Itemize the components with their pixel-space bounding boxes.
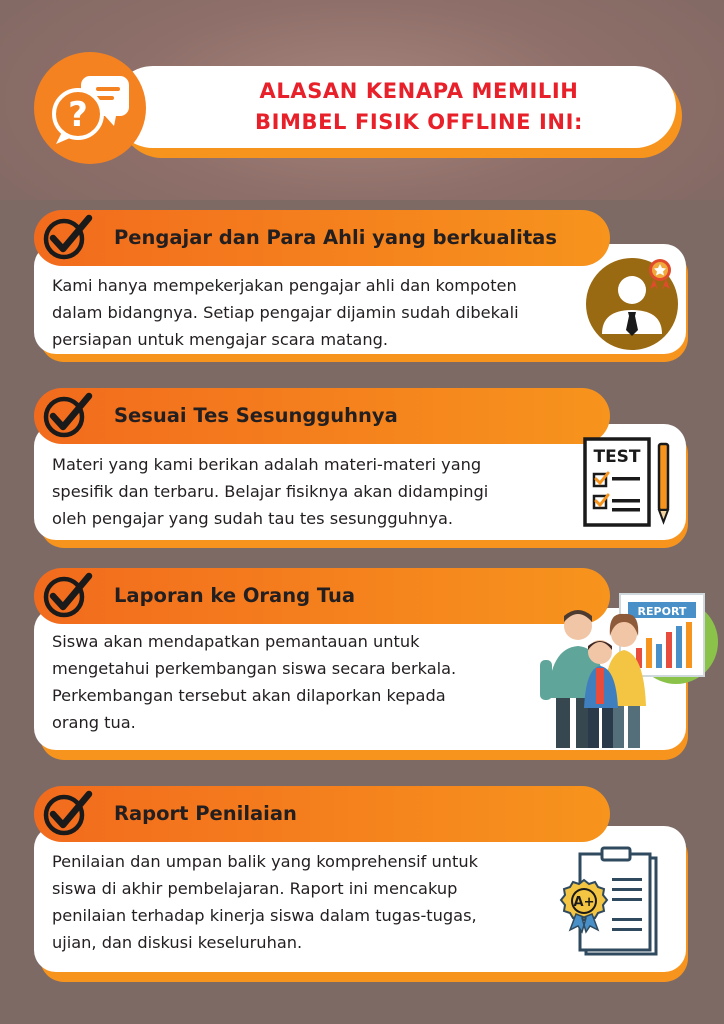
checkmark-icon (40, 213, 96, 263)
section-4-line: penilaian terhadap kinerja siswa dalam tugas-tugas, (52, 906, 477, 925)
section-3-line: mengetahui perkembangan siswa secara berkala. (52, 659, 457, 678)
section-1-line: persiapan untuk mengajar scara matang. (52, 330, 388, 349)
section-1-line: dalam bidangnya. Setiap pengajar dijamin sudah dibekali (52, 303, 519, 322)
checkmark-icon (40, 391, 96, 441)
section-4-title: Raport Penilaian (114, 802, 297, 825)
section-2-title: Sesuai Tes Sesungguhnya (114, 404, 398, 427)
section-4-line: Penilaian dan umpan balik yang komprehensif untuk (52, 852, 479, 871)
checkmark-icon (40, 571, 96, 621)
section-1-title-bar (34, 210, 610, 266)
section-2-line: Materi yang kami berikan adalah materi-materi yang (52, 455, 482, 474)
section-2-text (52, 451, 488, 532)
section-3-title: Laporan ke Orang Tua (114, 584, 356, 607)
section-4-line: ujian, dan diskusi keseluruhan. (52, 933, 303, 952)
section-3-line: orang tua. (52, 713, 136, 732)
section-3-text (52, 628, 456, 736)
section-4-line: siswa di akhir pembelajaran. Raport ini mencakup (52, 879, 458, 898)
section-2-line: oleh pengajar yang sudah tau tes sesungguhnya. (52, 509, 454, 528)
section-2-title-bar (34, 388, 610, 444)
section-3-line: Siswa akan mendapatkan pemantauan untuk (52, 632, 420, 651)
section-2-line: spesifik dan terbaru. Belajar fisiknya akan didampingi (52, 482, 489, 501)
section-1-text (52, 272, 519, 353)
section-4-title-bar (34, 786, 610, 842)
grade-report-icon (556, 844, 666, 958)
test-label: TEST (593, 447, 641, 467)
report-label: REPORT (637, 605, 687, 618)
header-title-line-1: ALASAN KENAPA MEMILIH (259, 79, 579, 103)
header-banner (112, 66, 676, 148)
section-1-line: Kami hanya mempekerjakan pengajar ahli dan kompoten (52, 276, 517, 295)
question-chat-icon (34, 52, 146, 164)
checkmark-icon (40, 789, 96, 839)
family-report-icon (512, 586, 720, 750)
svg-text:?: ? (68, 95, 88, 135)
test-sheet-icon (582, 436, 676, 528)
expert-teacher-icon (584, 254, 684, 354)
grade-label: A+ (573, 895, 595, 910)
section-4-text (52, 848, 478, 956)
section-3-line: Perkembangan tersebut akan dilaporkan kepada (52, 686, 446, 705)
section-1-title: Pengajar dan Para Ahli yang berkualitas (114, 226, 557, 249)
header-title-line-2: BIMBEL FISIK OFFLINE INI: (254, 110, 583, 134)
